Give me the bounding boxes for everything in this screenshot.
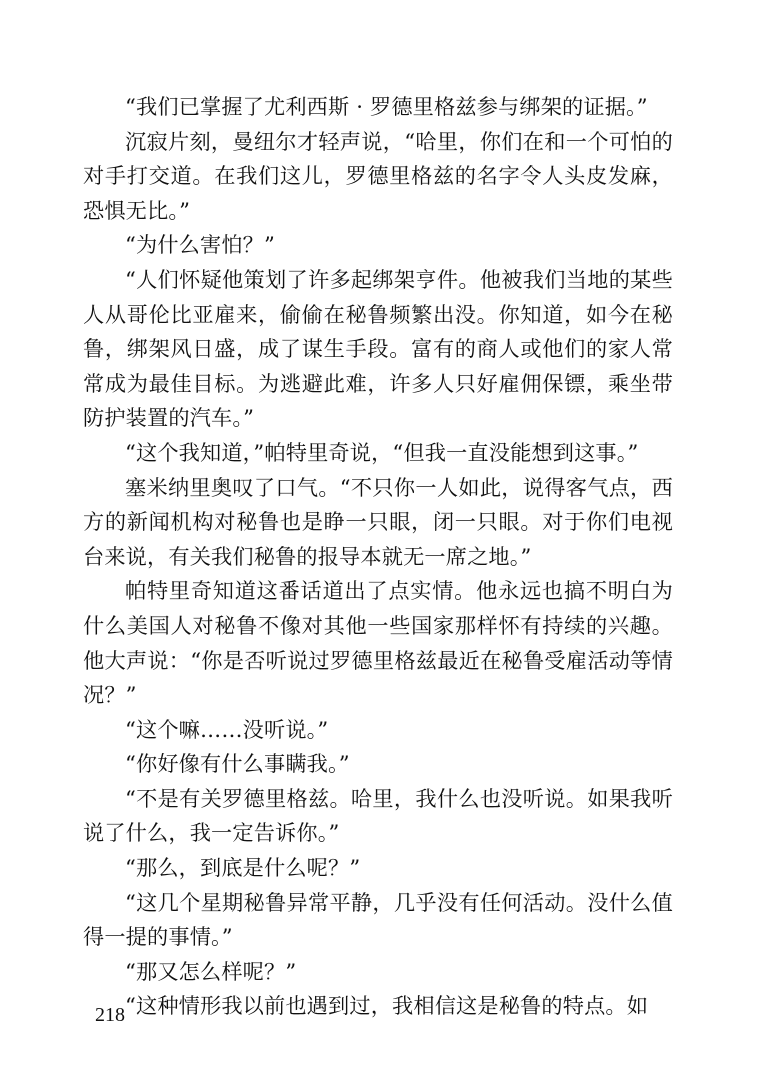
paragraph: “这个我知道，”帕特里奇说，“但我一直没能想到这事。” xyxy=(125,439,639,465)
paragraph: “那么，到底是什么呢？” xyxy=(125,855,361,881)
paragraph: “那又怎么样呢？” xyxy=(125,958,297,984)
paragraph: “人们怀疑他策划了许多起绑架亨件。他被我们当地的某些人从哥伦比亚雇来，偷偷在秘鲁频繁出没。你知道，如今在秘鲁，绑架风日盛，成了谋生手段。富有的商人或他们的家人常常成为最佳目标。为逃避此难，许多人只好雇佣保镖，乘坐带防护装置的汽车。” xyxy=(83,266,673,431)
page-number: 218 xyxy=(95,1004,125,1026)
paragraph: 沉寂片刻，曼纽尔才轻声说，“哈里，你们在和一个可怕的对手打交道。在我们这儿，罗德里格兹的名字令人头皮发麻，恐惧无比。” xyxy=(83,128,673,223)
body-text xyxy=(83,90,673,1024)
paragraph: “这个嘛……没听说。” xyxy=(125,716,329,742)
paragraph: “这几个星期秘鲁异常平静，几乎没有任何活动。没什么值得一提的事情。” xyxy=(83,889,673,950)
paragraph: “我们已掌握了尤利西斯 · 罗德里格兹参与绑架的证据。” xyxy=(125,94,648,119)
paragraph: 塞米纳里奥叹了口气。“不只你一人如此，说得客气点，西方的新闻机构对秘鲁也是睁一只眼，闭一只眼。对于你们电视台来说，有关我们秘鲁的报导本就无一席之地。” xyxy=(83,474,673,569)
paragraph: “你好像有什么事瞒我。” xyxy=(125,751,350,777)
paragraph: “这种情形我以前也遇到过，我相信这是秘鲁的特点。如 xyxy=(125,993,649,1019)
paragraph: “不是有关罗德里格兹。哈里，我什么也没听说。如果我听说了什么，我一定告诉你。” xyxy=(83,785,673,846)
paragraph: 帕特里奇知道这番话道出了点实情。他永远也搞不明白为什么美国人对秘鲁不像对其他一些国家那样怀有持续的兴趣。他大声说：“你是否听说过罗德里格兹最近在秘鲁受雇活动等情况？” xyxy=(83,578,673,708)
paragraph: “为什么害怕？” xyxy=(125,232,275,258)
